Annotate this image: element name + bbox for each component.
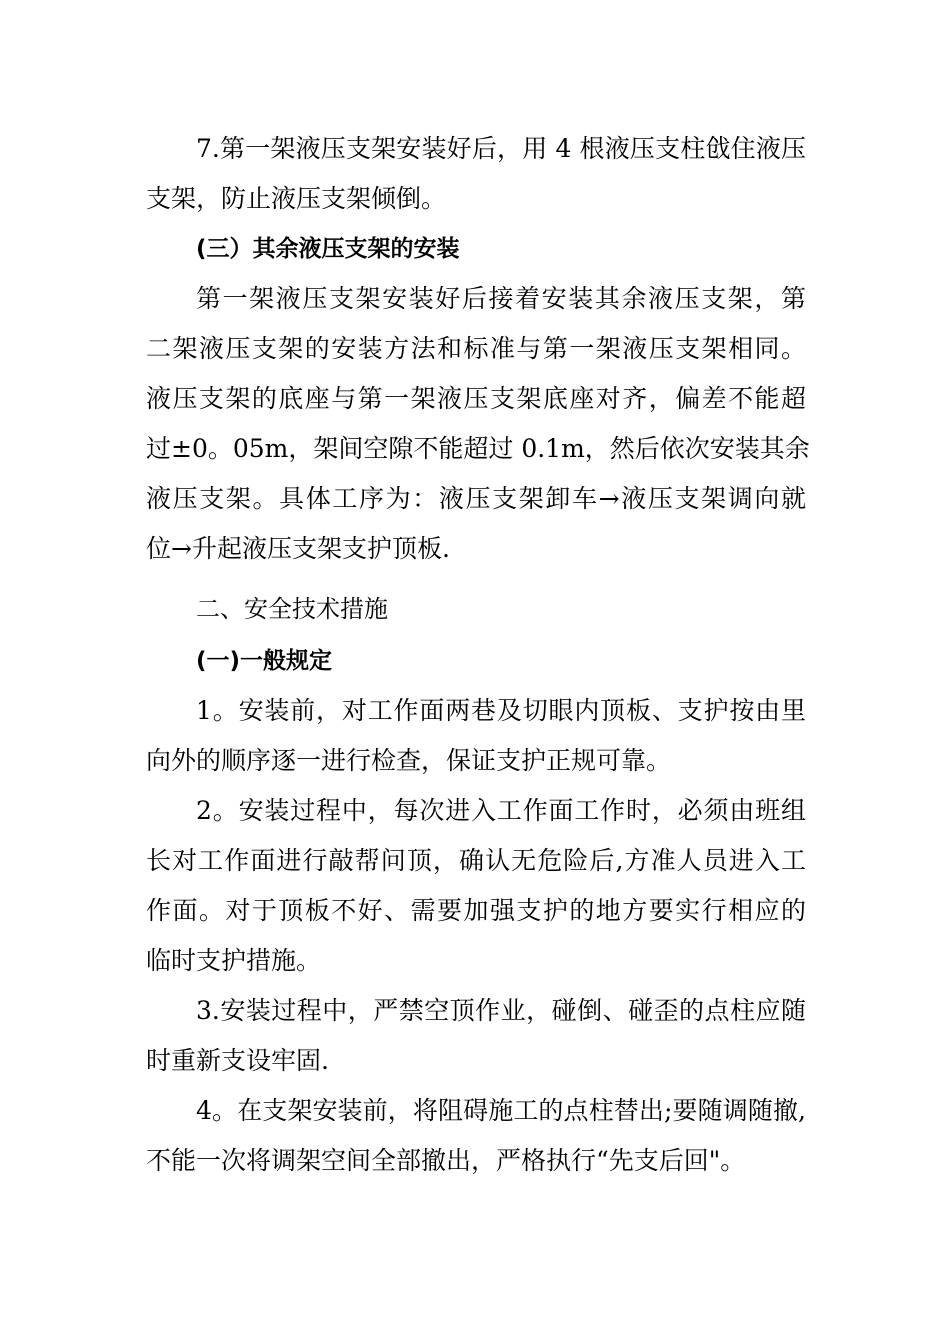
item-3-line-2: 时重新支设牢固. xyxy=(146,1046,329,1075)
paragraph-rest-line-1: 第一架液压支架安装好后接着安装其余液压支架，第 xyxy=(196,284,806,313)
section-heading-safety: 二、安全技术措施 xyxy=(196,595,388,623)
item-4-line-2: 不能一次将调架空间全部撤出，严格执行“先支后回"。 xyxy=(146,1146,746,1175)
paragraph-rest-line-3: 液压支架的底座与第一架液压支架底座对齐，偏差不能超 xyxy=(146,384,806,413)
item-1-line-2: 向外的顺序逐一进行检查，保证支护正规可靠。 xyxy=(146,746,672,775)
paragraph-rest-line-2: 二架液压支架的安装方法和标准与第一架液压支架相同。 xyxy=(146,334,806,363)
item-1-line-1: 1。安装前，对工作面两巷及切眼内顶板、支护按由里 xyxy=(196,696,806,725)
item-2-line-1: 2。安装过程中，每次进入工作面工作时，必须由班组 xyxy=(196,796,806,825)
item-2-line-3: 作面。对于顶板不好、需要加强支护的地方要实行相应的 xyxy=(146,896,806,925)
paragraph-7-line-1: 7.第一架液压支架安装好后，用 4 根液压支柱戗住液压 xyxy=(196,134,806,163)
paragraph-rest-line-5: 液压支架。具体工序为：液压支架卸车→液压支架调向就 xyxy=(146,484,806,513)
paragraph-rest-line-4: 过±0。05m，架间空隙不能超过 0.1m，然后依次安装其余 xyxy=(146,434,810,463)
subheading-san: (三）其余液压支架的安装 xyxy=(196,236,460,262)
item-2-line-2: 长对工作面进行敲帮问顶，确认无危险后,方准人员进入工 xyxy=(146,846,806,875)
paragraph-7-line-2: 支架，防止液压支架倾倒。 xyxy=(146,184,447,213)
paragraph-rest-line-6: 位→升起液压支架支护顶板. xyxy=(146,534,450,563)
item-4-line-1: 4。在支架安装前，将阻碍施工的点柱替出;要随调随撤, xyxy=(196,1096,806,1125)
item-3-line-1: 3.安装过程中，严禁空顶作业，碰倒、碰歪的点柱应随 xyxy=(196,996,806,1025)
subheading-yi: (一)一般规定 xyxy=(196,648,333,674)
item-2-line-4: 临时支护措施。 xyxy=(146,946,322,975)
